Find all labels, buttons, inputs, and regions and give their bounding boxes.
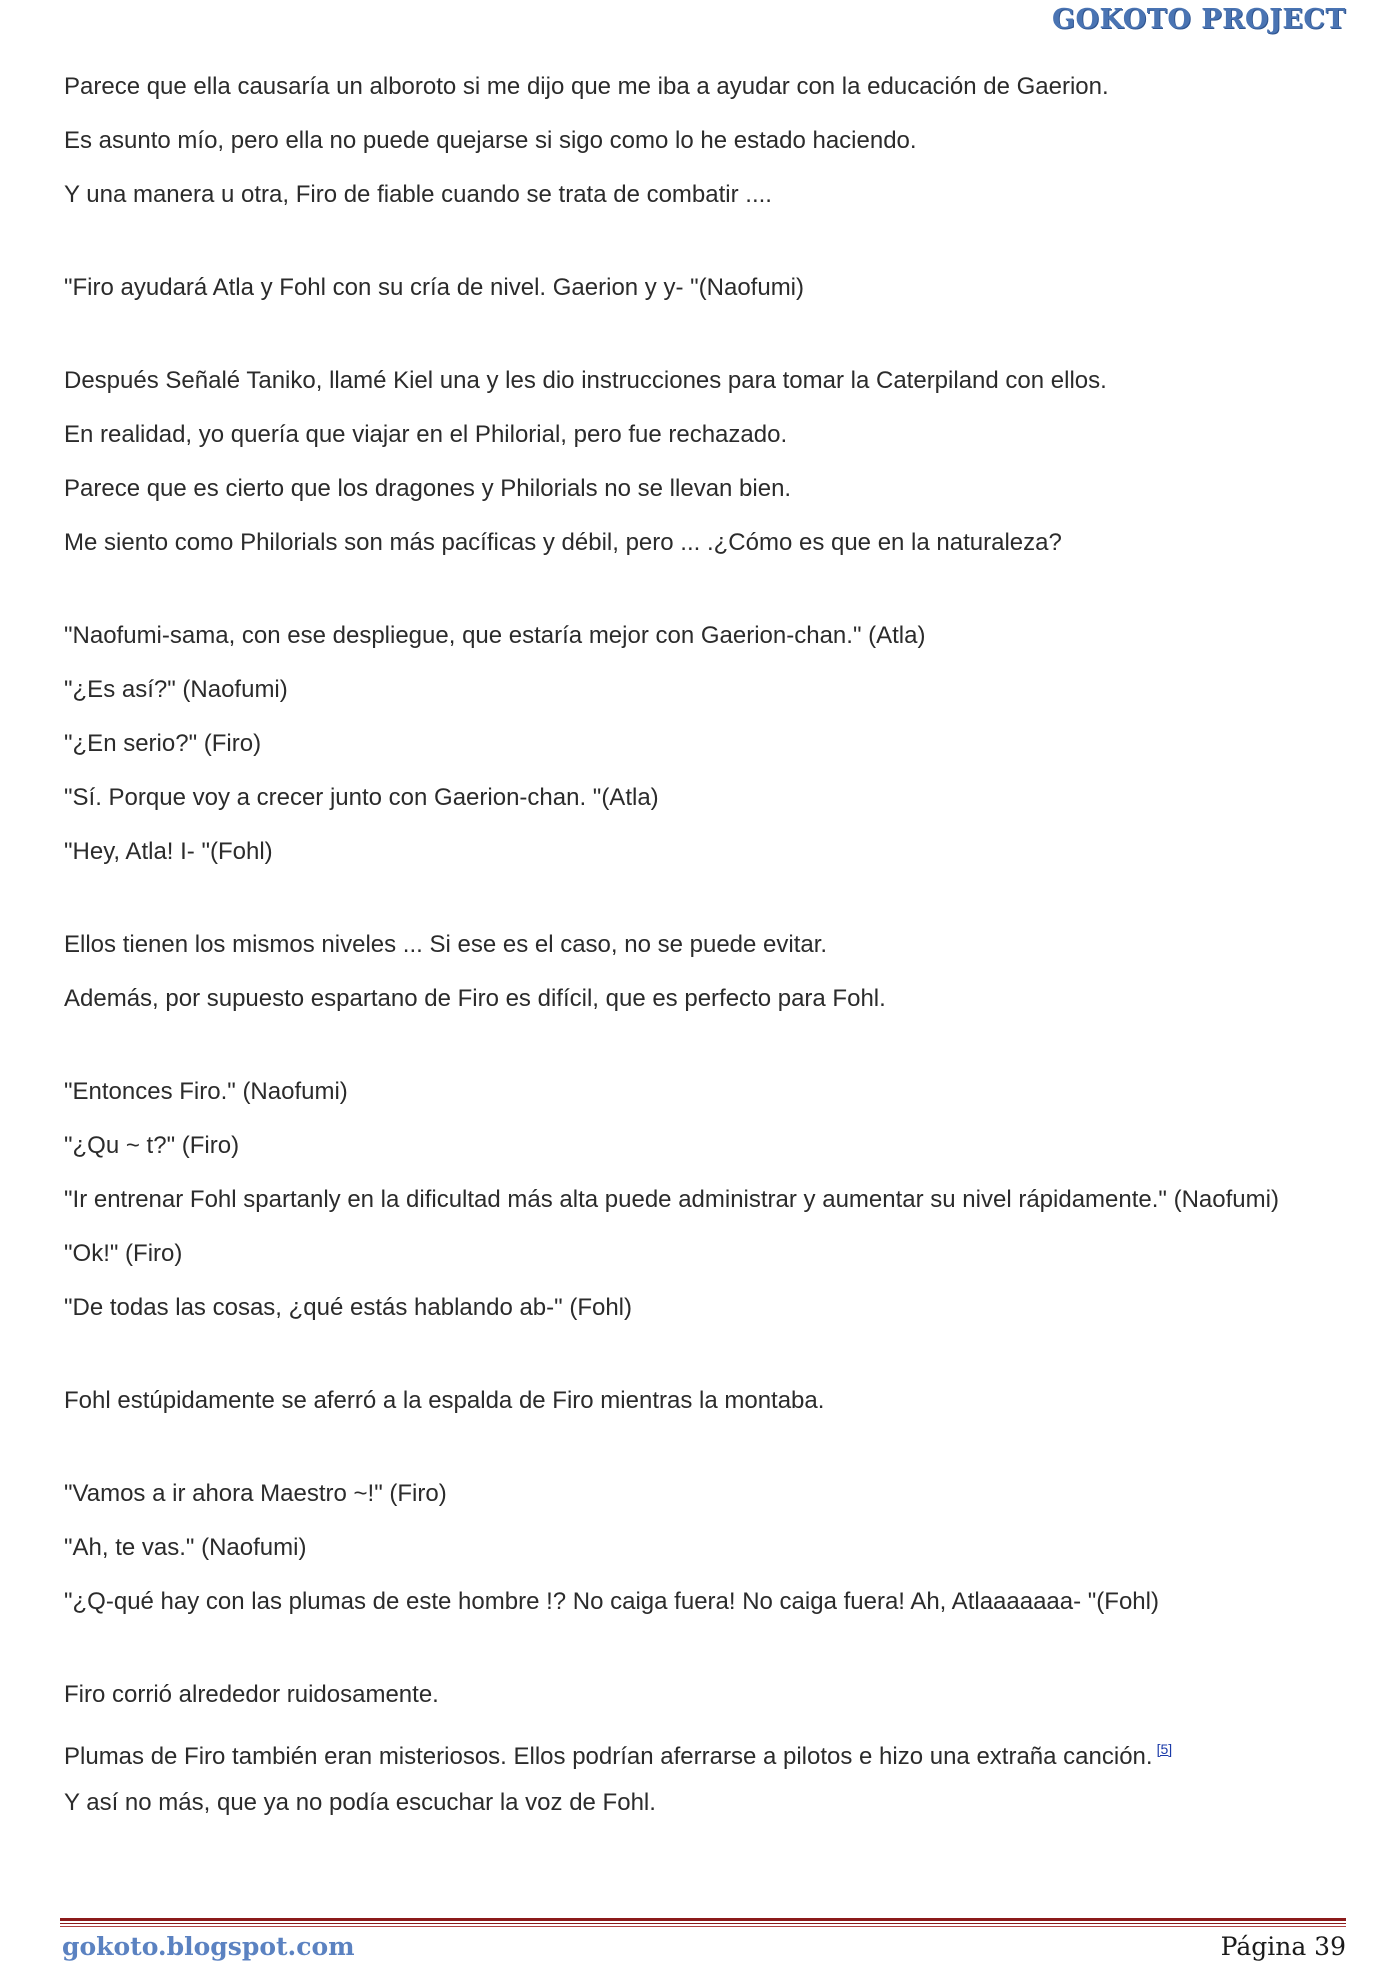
footer-divider-thin [60,1926,1346,1927]
paragraph: "Naofumi-sama, con ese despliegue, que estaría mejor con Gaerion-chan." (Atla) [64,622,926,649]
paragraph: "Ok!" (Firo) [64,1240,183,1267]
paragraph: Parece que es cierto que los dragones y Philorials no se llevan bien. [64,475,792,502]
paragraph: "¿Q-qué hay con las plumas de este hombre !? No caiga fuera! No caiga fuera! Ah, Atlaaaaaaa- "(Fohl) [64,1588,1159,1615]
paragraph: Fohl estúpidamente se aferró a la espalda de Firo mientras la montaba. [64,1387,825,1414]
document-body [64,72,1344,1818]
paragraph: En realidad, yo quería que viajar en el Philorial, pero fue rechazado. [64,421,788,448]
paragraph: Además, por supuesto espartano de Firo es difícil, que es perfecto para Fohl. [64,985,886,1012]
paragraph: Y una manera u otra, Firo de fiable cuando se trata de combatir .... [64,181,772,208]
paragraph: "Vamos a ir ahora Maestro ~!" (Firo) [64,1480,447,1507]
paragraph: Me siento como Philorials son más pacíficas y débil, pero ... .¿Cómo es que en la naturaleza? [64,529,1062,556]
paragraph: Firo corrió alrededor ruidosamente. [64,1681,439,1708]
paragraph: "Ir entrenar Fohl spartanly en la dificultad más alta puede administrar y aumentar su nivel rápidamente." (Naofumi) [64,1186,1279,1213]
paragraph: "¿Qu ~ t?" (Firo) [64,1132,240,1159]
paragraph-text: Plumas de Firo también eran misteriosos. Ellos podrían aferrarse a pilotos e hizo una extraña canción. [64,1743,1153,1770]
paragraph: Y así no más, que ya no podía escuchar la voz de Fohl. [64,1789,656,1816]
paragraph: Parece que ella causaría un alboroto si me dijo que me iba a ayudar con la educación de Gaerion. [64,73,1109,100]
footer-site-url: gokoto.blogspot.com [62,1932,355,1961]
paragraph: "¿En serio?" (Firo) [64,730,262,757]
paragraph: "Entonces Firo." (Naofumi) [64,1078,348,1105]
paragraph: "De todas las cosas, ¿qué estás hablando ab-" (Fohl) [64,1294,633,1321]
paragraph: "Hey, Atla! I- "(Fohl) [64,838,273,865]
header-logo: GOKOTO PROJECT [1051,4,1346,35]
paragraph-with-footnote [64,1734,1344,1788]
paragraph: Ellos tienen los mismos niveles ... Si ese es el caso, no se puede evitar. [64,931,828,958]
paragraph: Después Señalé Taniko, llamé Kiel una y les dio instrucciones para tomar la Caterpiland con ellos. [64,367,1107,394]
paragraph: "Firo ayudará Atla y Fohl con su cría de nivel. Gaerion y y- "(Naofumi) [64,274,805,301]
paragraph: Es asunto mío, pero ella no puede quejarse si sigo como lo he estado haciendo. [64,127,917,154]
paragraph: "¿Es así?" (Naofumi) [64,676,288,703]
footnote-link[interactable]: [5] [1156,1741,1173,1757]
paragraph: "Sí. Porque voy a crecer junto con Gaerion-chan. "(Atla) [64,784,659,811]
footer-divider [60,1918,1346,1924]
page-number: Página 39 [1220,1932,1346,1961]
paragraph: "Ah, te vas." (Naofumi) [64,1534,307,1561]
